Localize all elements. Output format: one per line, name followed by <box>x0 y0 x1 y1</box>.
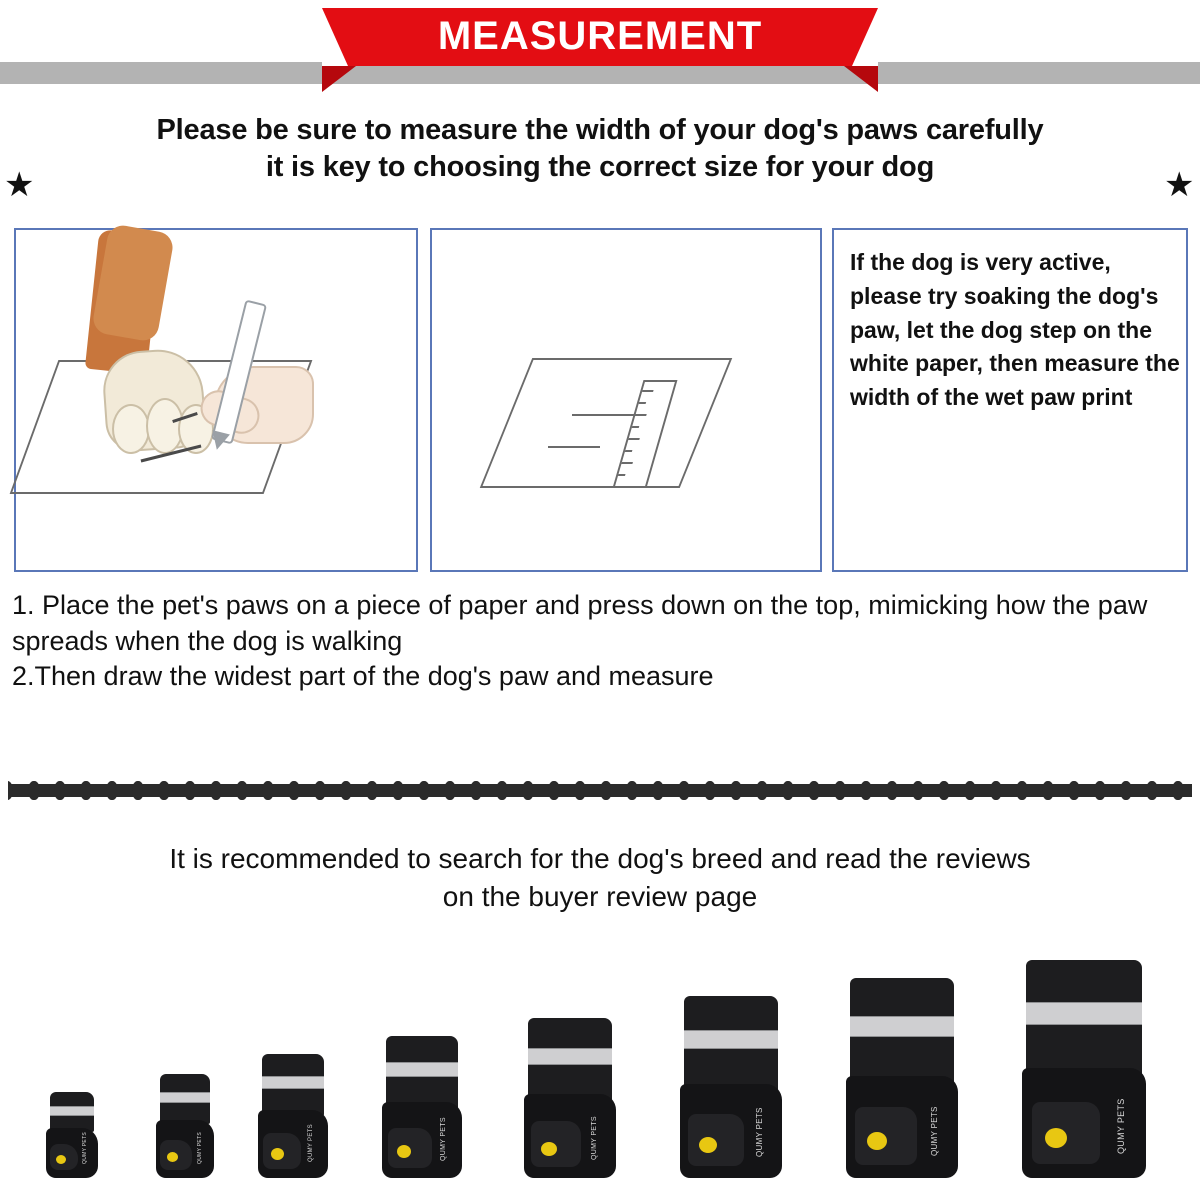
boot-brand-text: QUMY PETS <box>308 1124 314 1162</box>
bone-icon <box>1178 784 1192 797</box>
instructions-list <box>12 588 1192 695</box>
measure-line <box>548 446 600 448</box>
boot-size-1 <box>46 1092 98 1178</box>
boot-shaft <box>160 1074 210 1124</box>
boot-paw-logo-icon <box>867 1132 887 1150</box>
recommendation-text <box>0 840 1200 916</box>
headline-line-1: Please be sure to measure the width of your dog's paws carefully <box>156 114 1044 146</box>
boot-brand-text: QUMY PETS <box>82 1131 88 1164</box>
boot-reflective-strap <box>850 1016 954 1037</box>
boot-shaft <box>684 996 778 1096</box>
boot-reflective-strap <box>160 1092 210 1103</box>
boot-reflective-strap <box>50 1106 94 1116</box>
recommendation-line-2: on the buyer review page <box>442 881 758 913</box>
banner-tail-right <box>844 66 878 92</box>
boot-reflective-strap <box>386 1062 458 1077</box>
ruler-tick <box>632 426 640 428</box>
boot-brand-text: QUMY PETS <box>440 1117 447 1161</box>
boot-toe-patch <box>855 1107 917 1165</box>
ruler-tick <box>628 438 640 440</box>
ruler-tick <box>618 474 626 476</box>
instruction-step-1: 1. Place the pet's paws on a piece of paper and press down on the top, mimicking how the paw spreads when the dog is walking <box>12 590 1148 656</box>
boot-shaft <box>50 1092 94 1132</box>
headline-line-2: it is key to choosing the correct size for your dog <box>265 151 935 184</box>
measurement-banner <box>0 0 1200 100</box>
boot-shaft <box>262 1054 324 1116</box>
boot-paw-logo-icon <box>56 1155 66 1164</box>
paw-toe-icon <box>112 404 150 454</box>
ruler-tick <box>639 402 647 404</box>
measure-line <box>572 414 638 416</box>
boot-brand-text: QUMY PETS <box>197 1131 203 1164</box>
boot-reflective-strap <box>262 1076 324 1089</box>
boot-reflective-strap <box>1026 1002 1142 1025</box>
boot-size-7 <box>846 978 958 1178</box>
boot-shaft <box>1026 960 1142 1084</box>
ruler-tick <box>642 390 654 392</box>
boot-toe-patch <box>688 1114 744 1166</box>
boot-shaft <box>528 1018 612 1104</box>
banner-title: MEASUREMENT <box>437 14 763 58</box>
boot-toe-patch <box>531 1121 581 1167</box>
boot-reflective-strap <box>684 1030 778 1049</box>
boot-size-2 <box>156 1074 214 1178</box>
wet-paw-tip-text: If the dog is very active, please try soaking the dog's paw, let the dog step on the white paper, then measure the width of the wet paw print <box>850 249 1180 411</box>
boot-reflective-strap <box>528 1048 612 1065</box>
boot-paw-logo-icon <box>541 1142 557 1156</box>
boot-paw-logo-icon <box>271 1148 284 1160</box>
boot-brand-text: QUMY PETS <box>755 1107 764 1157</box>
banner-tail-left <box>322 66 356 92</box>
headline <box>0 112 1200 186</box>
boot-size-3 <box>258 1054 328 1178</box>
boot-shaft <box>386 1036 458 1110</box>
boot-size-lineup <box>0 966 1200 1196</box>
boot-paw-logo-icon <box>167 1152 178 1162</box>
recommendation-line-1: It is recommended to search for the dog's breed and read the reviews <box>169 843 1031 874</box>
boot-paw-logo-icon <box>1045 1128 1067 1148</box>
boot-brand-text: QUMY PETS <box>930 1106 939 1156</box>
boot-paw-logo-icon <box>699 1137 717 1153</box>
star-icon-right: ★ <box>1164 166 1195 204</box>
boot-paw-logo-icon <box>397 1145 411 1158</box>
boot-brand-text: QUMY PETS <box>591 1116 598 1160</box>
boot-size-4 <box>382 1036 462 1178</box>
star-icon-left: ★ <box>4 166 35 204</box>
ruler-tick <box>621 462 633 464</box>
boot-size-6 <box>680 996 782 1178</box>
boot-brand-text: QUMY PETS <box>1116 1098 1126 1154</box>
boot-size-8 <box>1022 960 1146 1178</box>
bone-divider <box>8 776 1192 804</box>
ruler-tick <box>625 450 633 452</box>
boot-shaft <box>850 978 954 1090</box>
instruction-step-2: 2.Then draw the widest part of the dog's paw and measure <box>12 661 714 692</box>
boot-size-5 <box>524 1018 616 1178</box>
